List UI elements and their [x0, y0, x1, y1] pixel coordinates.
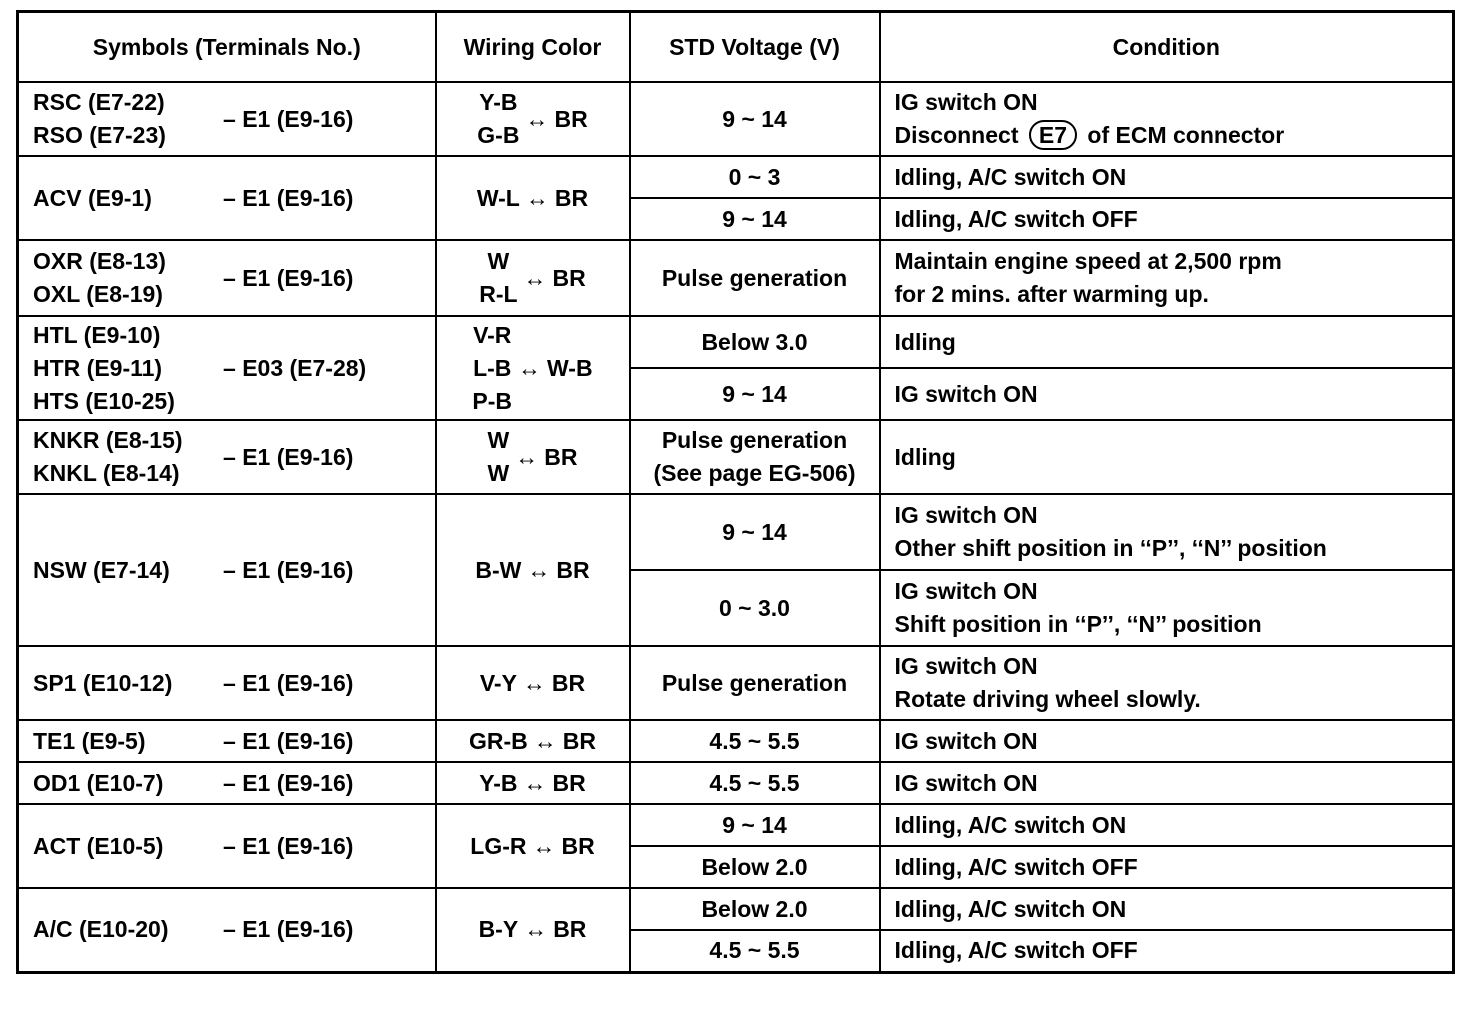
bidirectional-arrow-icon: ↔	[532, 832, 556, 859]
dash: –	[223, 556, 236, 583]
wire-color-ground: BR	[562, 727, 596, 754]
symbol: RSO (E7-23)	[33, 122, 166, 148]
condition-text: Disconnect	[894, 122, 1019, 148]
symbols-cell	[18, 762, 436, 804]
condition-cell: IG switch ON	[880, 368, 1454, 420]
condition-cell: Idling, A/C switch ON	[880, 804, 1454, 846]
wire-color: GR-B	[468, 727, 528, 754]
condition-cell: Idling	[880, 420, 1454, 494]
dash: –	[223, 916, 236, 943]
wire-color: B-W	[475, 556, 522, 583]
wire-color: W	[487, 248, 510, 274]
ground-terminal: E1 (E9-16)	[242, 669, 354, 696]
voltage-cell: Below 2.0	[630, 846, 880, 888]
voltage-cell: 4.5 ~ 5.5	[630, 930, 880, 972]
table-row	[18, 762, 1454, 804]
condition-cell	[880, 240, 1454, 316]
symbol: SP1 (E10-12)	[33, 669, 173, 696]
wiring-cell	[436, 82, 630, 156]
wire-color-ground: BR	[544, 443, 578, 470]
wire-color: V-Y	[479, 669, 517, 696]
ground-terminal: E1 (E9-16)	[242, 832, 354, 859]
symbol: HTR (E9-11)	[33, 354, 163, 381]
ground-terminal: E03 (E7-28)	[242, 354, 367, 381]
table-row	[18, 888, 1454, 930]
symbols-cell	[18, 888, 436, 972]
condition-cell: IG switch ON	[880, 762, 1454, 804]
wire-color: V-R	[473, 321, 512, 348]
symbol: OXR (E8-13)	[33, 248, 166, 274]
symbol: ACT (E10-5)	[33, 832, 164, 859]
condition-cell: Idling, A/C switch OFF	[880, 846, 1454, 888]
table-row	[18, 720, 1454, 762]
table-row	[18, 156, 1454, 198]
table-row	[18, 316, 1454, 368]
dash: –	[223, 832, 236, 859]
wire-color: Y-B	[479, 89, 518, 115]
bidirectional-arrow-icon: ↔	[525, 184, 549, 211]
table-row	[18, 646, 1454, 720]
voltage-line: (See page EG-506)	[653, 460, 856, 486]
condition-line	[895, 119, 1453, 152]
dash: –	[223, 184, 236, 211]
voltage-cell: Below 2.0	[630, 888, 880, 930]
symbol: TE1 (E9-5)	[33, 727, 146, 754]
table-row	[18, 804, 1454, 846]
bidirectional-arrow-icon: ↔	[523, 769, 547, 796]
wiring-cell	[436, 888, 630, 972]
wire-color-ground: BR	[552, 264, 586, 291]
condition-line: for 2 mins. after warming up.	[894, 281, 1209, 307]
symbol: NSW (E7-14)	[33, 556, 170, 583]
ground-terminal: E1 (E9-16)	[242, 556, 354, 583]
symbol: HTL (E9-10)	[33, 321, 161, 348]
symbol: OD1 (E10-7)	[33, 769, 164, 796]
symbol: A/C (E10-20)	[33, 916, 169, 943]
table-row	[18, 240, 1454, 316]
bidirectional-arrow-icon: ↔	[515, 443, 539, 470]
voltage-cell: 4.5 ~ 5.5	[630, 720, 880, 762]
symbols-cell	[18, 720, 436, 762]
condition-line: Other shift position in ‘‘P’’, ‘‘N’’ position	[894, 535, 1327, 561]
ground-terminal: E1 (E9-16)	[242, 443, 354, 470]
voltage-cell: 0 ~ 3.0	[630, 570, 880, 646]
voltage-cell: Below 3.0	[630, 316, 880, 368]
symbols-cell	[18, 316, 436, 420]
wire-color: P-B	[472, 387, 513, 414]
condition-cell: Idling, A/C switch OFF	[880, 930, 1454, 972]
symbol: OXL (E8-19)	[33, 281, 163, 307]
header-condition: Condition	[880, 12, 1454, 83]
bidirectional-arrow-icon: ↔	[527, 556, 551, 583]
wiring-cell	[436, 420, 630, 494]
symbols-cell	[18, 804, 436, 888]
wire-color: G-B	[477, 122, 520, 148]
ground-terminal: E1 (E9-16)	[242, 184, 354, 211]
wiring-cell	[436, 646, 630, 720]
wiring-cell	[436, 156, 630, 240]
header-std-voltage: STD Voltage (V)	[630, 12, 880, 83]
dash: –	[223, 264, 236, 291]
condition-line: IG switch ON	[894, 653, 1038, 679]
condition-cell: Idling, A/C switch OFF	[880, 198, 1454, 240]
voltage-cell: 0 ~ 3	[630, 156, 880, 198]
symbols-cell	[18, 240, 436, 316]
wire-color-ground: BR	[551, 669, 586, 696]
connector-badge: E7	[1029, 120, 1077, 150]
wire-color: W	[487, 460, 510, 486]
bidirectional-arrow-icon: ↔	[523, 264, 547, 291]
wiring-cell	[436, 494, 630, 646]
condition-cell: Idling	[880, 316, 1454, 368]
dash: –	[223, 354, 236, 381]
bidirectional-arrow-icon: ↔	[533, 727, 557, 754]
symbol: ACV (E9-1)	[33, 184, 152, 211]
wire-color-ground: BR	[561, 832, 595, 859]
dash: –	[223, 669, 236, 696]
condition-line: Shift position in ‘‘P’’, ‘‘N’’ position	[894, 611, 1262, 637]
wire-color: LG-R	[470, 832, 527, 859]
wiring-cell	[436, 720, 630, 762]
symbols-cell	[18, 156, 436, 240]
condition-line: IG switch ON	[894, 89, 1038, 115]
wire-color-ground: BR	[554, 184, 589, 211]
condition-cell: IG switch ON	[880, 720, 1454, 762]
condition-line: IG switch ON	[894, 502, 1038, 528]
wire-color-ground: BR	[553, 916, 587, 943]
wire-color-ground: BR	[552, 769, 586, 796]
voltage-cell: Pulse generation	[630, 240, 880, 316]
ground-terminal: E1 (E9-16)	[242, 769, 354, 796]
wire-color-ground: BR	[556, 556, 590, 583]
voltage-line: Pulse generation	[661, 427, 848, 453]
table-row	[18, 420, 1454, 494]
wire-color: Y-B	[479, 769, 518, 796]
symbol: KNKL (E8-14)	[33, 460, 180, 486]
page	[16, 10, 1455, 974]
voltage-cell	[630, 420, 880, 494]
voltage-cell: 9 ~ 14	[630, 198, 880, 240]
symbols-cell	[18, 494, 436, 646]
bidirectional-arrow-icon: ↔	[518, 354, 542, 381]
symbol: RSC (E7-22)	[33, 89, 165, 115]
condition-line: Maintain engine speed at 2,500 rpm	[894, 248, 1282, 274]
dash: –	[223, 443, 236, 470]
ground-terminal: E1 (E9-16)	[242, 264, 354, 291]
voltage-cell: 9 ~ 14	[630, 368, 880, 420]
wiring-cell	[436, 316, 630, 420]
condition-cell	[880, 82, 1454, 156]
bidirectional-arrow-icon: ↔	[522, 669, 546, 696]
bidirectional-arrow-icon: ↔	[525, 105, 549, 132]
header-symbols: Symbols (Terminals No.)	[18, 12, 436, 83]
condition-cell	[880, 646, 1454, 720]
wire-color-ground: BR	[554, 105, 588, 132]
symbol: KNKR (E8-15)	[33, 427, 183, 453]
wire-color: R-L	[479, 281, 518, 307]
wire-color: W	[487, 427, 510, 453]
ground-terminal: E1 (E9-16)	[242, 105, 354, 132]
condition-cell	[880, 570, 1454, 646]
dash: –	[223, 769, 236, 796]
ground-terminal: E1 (E9-16)	[242, 916, 354, 943]
dash: –	[223, 727, 236, 754]
symbols-cell	[18, 646, 436, 720]
ground-terminal: E1 (E9-16)	[242, 727, 354, 754]
ecm-terminal-table	[16, 10, 1455, 974]
voltage-cell: 4.5 ~ 5.5	[630, 762, 880, 804]
condition-line: Rotate driving wheel slowly.	[894, 686, 1201, 712]
voltage-cell: 9 ~ 14	[630, 804, 880, 846]
condition-text: of ECM connector	[1087, 122, 1285, 148]
voltage-cell: Pulse generation	[630, 646, 880, 720]
condition-cell: Idling, A/C switch ON	[880, 888, 1454, 930]
condition-line: IG switch ON	[894, 578, 1038, 604]
voltage-cell: 9 ~ 14	[630, 494, 880, 570]
symbols-cell	[18, 82, 436, 156]
voltage-cell: 9 ~ 14	[630, 82, 880, 156]
wiring-cell	[436, 240, 630, 316]
dash: –	[223, 105, 236, 132]
condition-cell: Idling, A/C switch ON	[880, 156, 1454, 198]
symbol: HTS (E10-25)	[33, 387, 175, 414]
wiring-cell	[436, 804, 630, 888]
table-row	[18, 82, 1454, 156]
symbols-cell	[18, 420, 436, 494]
wire-color: B-Y	[478, 916, 519, 943]
table-row	[18, 494, 1454, 570]
header-row	[18, 12, 1454, 83]
wire-color-ground: W-B	[547, 354, 593, 381]
wire-color: L-B	[473, 354, 512, 381]
wire-color: W-L	[476, 184, 520, 211]
header-wiring-color: Wiring Color	[436, 12, 630, 83]
condition-cell	[880, 494, 1454, 570]
wiring-cell	[436, 762, 630, 804]
bidirectional-arrow-icon: ↔	[524, 916, 548, 943]
